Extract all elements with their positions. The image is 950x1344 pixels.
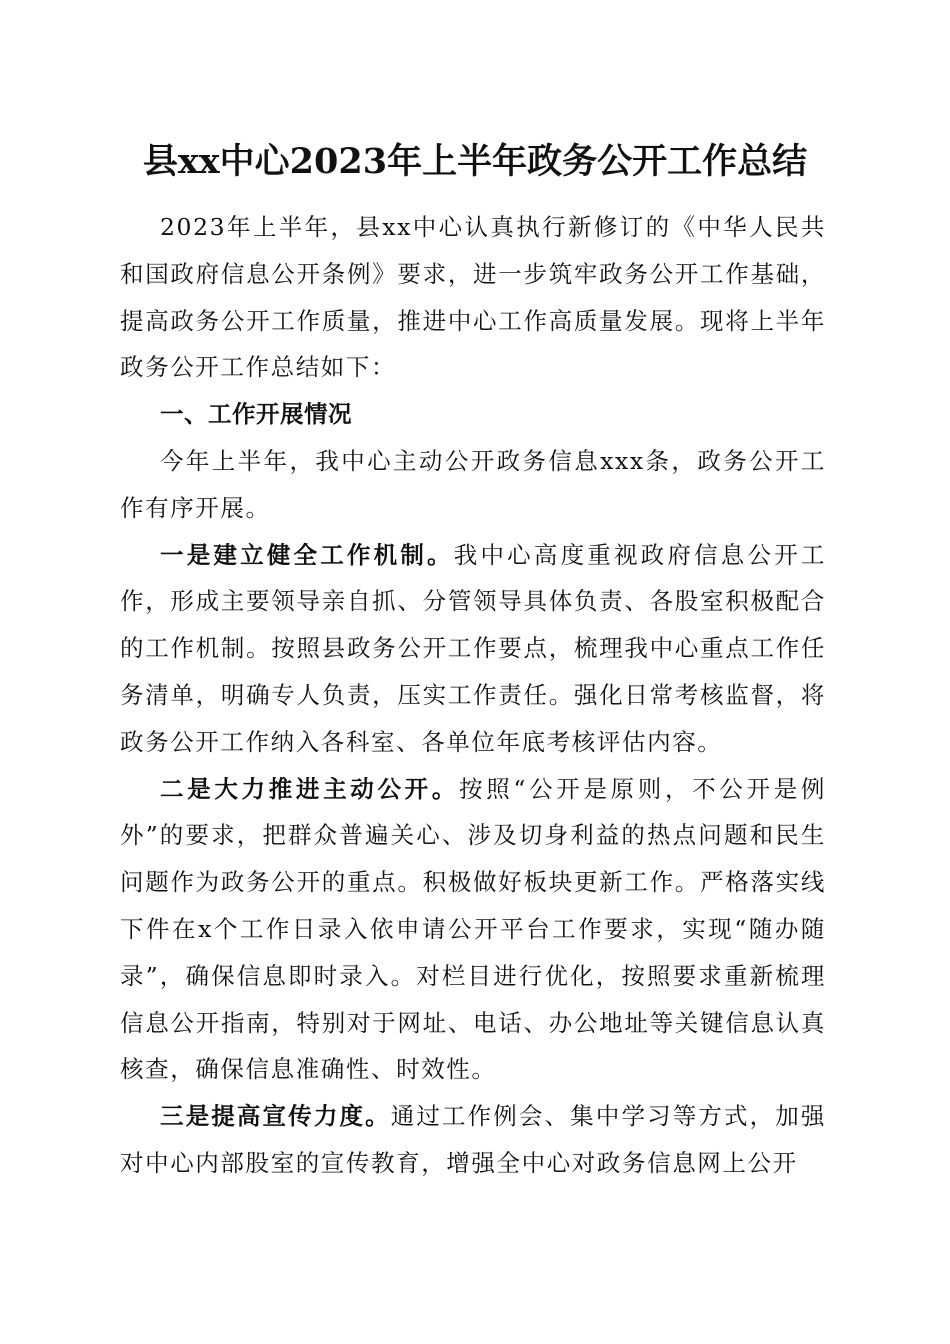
item-3-lead: 三是提高宣传力度。 bbox=[160, 1102, 391, 1131]
item-1-text: 我中心高度重视政府信息公开工作，形成主要领导亲自抓、分管领导具体负责、各股室积极配合的工作机制。按照县政务公开工作要点，梳理我中心重点工作任务清单，明确专人负责，压实工作责任。强化日常考核监督，将政务公开工作纳入各科室、各单位年底考核评估内容。 bbox=[120, 540, 826, 756]
item-2-paragraph bbox=[120, 766, 826, 1094]
item-3-paragraph bbox=[120, 1093, 826, 1187]
document-title: 县xx中心2023年上半年政务公开工作总结 bbox=[142, 141, 808, 182]
item-1-lead: 一是建立健全工作机制。 bbox=[160, 540, 454, 569]
section-summary-paragraph: 今年上半年，我中心主动公开政务信息xxx条，政务公开工作有序开展。 bbox=[120, 446, 826, 522]
section-heading: 一、工作开展情况 bbox=[160, 400, 352, 429]
item-2-text: 按照“公开是原则，不公开是例外”的要求，把群众普遍关心、涉及切身利益的热点问题和民生问题作为政务公开的重点。积极做好板块更新工作。严格落实线下件在x个工作日录入依申请公开平台工作要求，实现“随办随录”，确保信息即时录入。对栏目进行优化，按照要求重新梳理信息公开指南，特别对于网址、电话、办公地址等关键信息认真核查，确保信息准确性、时效性。 bbox=[120, 774, 826, 1084]
intro-paragraph: 2023年上半年，县xx中心认真执行新修订的《中华人民共和国政府信息公开条例》要求，进一步筑牢政务公开工作基础，提高政务公开工作质量，推进中心工作高质量发展。现将上半年政务公开工作总结如下： bbox=[120, 213, 826, 382]
item-2-lead: 二是大力推进主动公开。 bbox=[160, 774, 460, 803]
item-3-text: 通过工作例会、集中学习等方式，加强对中心内部股室的宣传教育，增强全中心对政务信息网上公开 bbox=[120, 1102, 827, 1177]
item-1-paragraph bbox=[120, 532, 826, 766]
document-body bbox=[120, 204, 826, 1187]
